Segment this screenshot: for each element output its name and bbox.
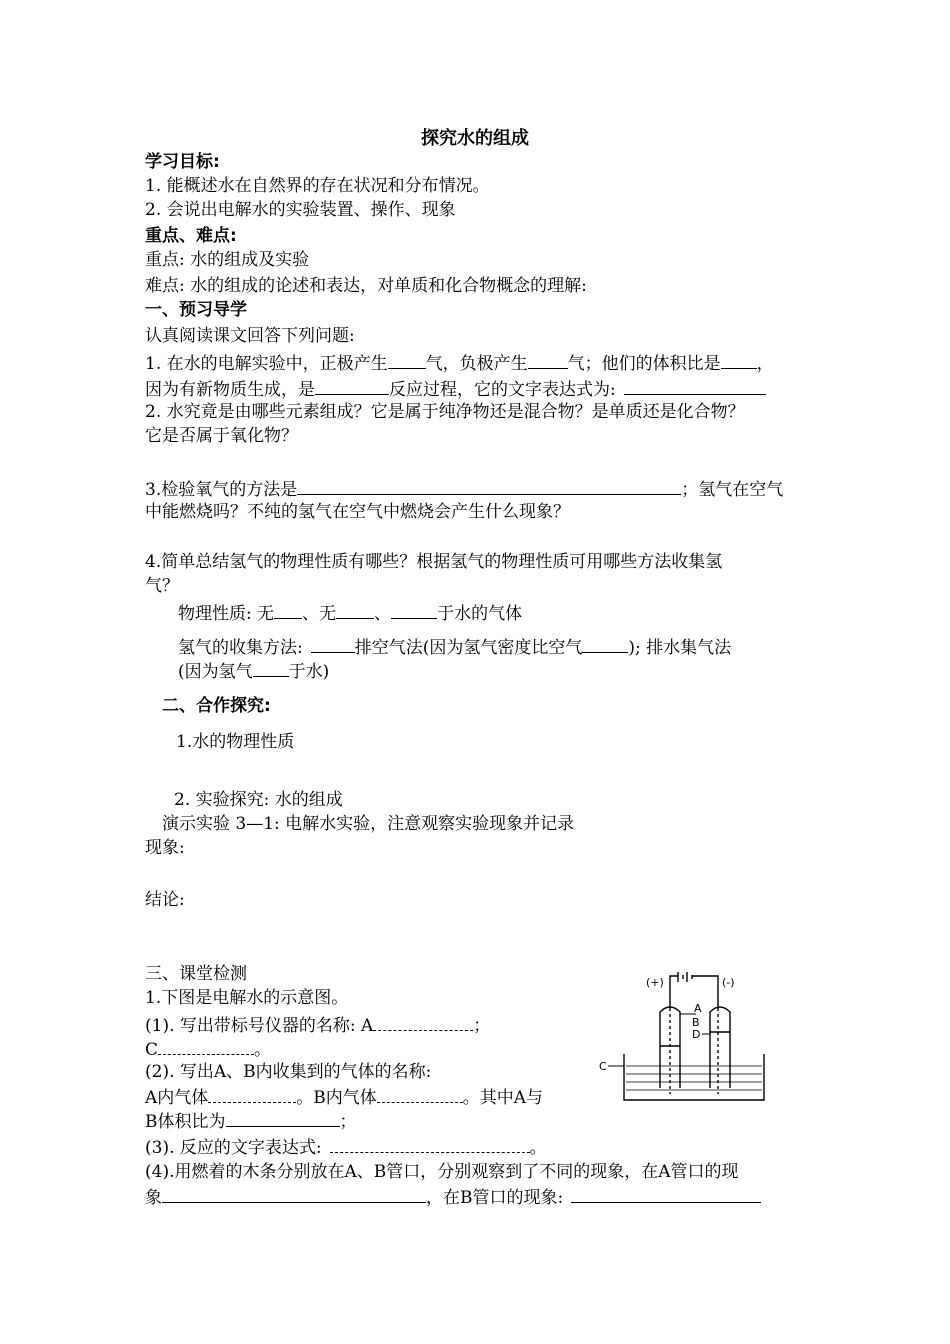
label-plus: (+) (646, 976, 664, 989)
q1-blank-reaction[interactable] (315, 376, 389, 395)
physical-properties (178, 600, 522, 626)
p2-blank-b[interactable] (377, 1084, 463, 1103)
p4-blank-b[interactable] (571, 1184, 761, 1203)
p1-text-b: ； (473, 1016, 491, 1036)
p2-blank-ratio[interactable] (226, 1108, 340, 1127)
classtest-p1 (145, 1012, 490, 1038)
q1-blank-expression[interactable] (624, 376, 766, 395)
q1-text-e: 因为有新物质生成，是 (145, 380, 315, 400)
cooperate-heading: 二、合作探究: (162, 696, 271, 716)
p4-text-b: ，在B管口的现象: (426, 1188, 564, 1208)
collect-text-a: 氢气的收集方法: (178, 638, 303, 658)
battery-icon (678, 972, 692, 982)
question-4-line-1: 4.简单总结氢气的物理性质有哪些？根据氢气的物理性质可用哪些方法收集氢 (145, 552, 723, 572)
p2-blank-a[interactable] (208, 1084, 296, 1103)
collect-blank-1[interactable] (311, 634, 355, 653)
hydrogen-collection-line-2 (178, 658, 329, 684)
key-point: 重点: 水的组成及实验 (145, 250, 310, 270)
q3-text-b: ；氢气在空气 (681, 480, 784, 500)
phys-blank-3[interactable] (391, 600, 437, 619)
electrolysis-diagram (598, 970, 788, 1110)
difficult-point: 难点: 水的组成的论述和表达，对单质和化合物概念的理解: (145, 276, 587, 296)
page-title: 探究水的组成 (421, 128, 529, 149)
q1-text-d: ， (756, 354, 774, 374)
cooperate-item-2: 2. 实验探究: 水的组成 (174, 790, 343, 810)
classtest-p2-line-3 (145, 1108, 357, 1134)
classtest-p2-line-2 (145, 1084, 543, 1110)
classtest-p4-line-2 (145, 1184, 761, 1210)
q1-text-b: 气，负极产生 (425, 354, 528, 374)
question-3-line-2: 中能燃烧吗？不纯的氢气在空气中燃烧会产生什么现象？ (145, 502, 570, 522)
question-1-line-2 (145, 376, 766, 402)
collect-text-c: ); 排水集气法 (628, 638, 732, 658)
label-d: D (692, 1028, 701, 1041)
q3-blank-oxygen-test[interactable] (297, 476, 681, 495)
hydrogen-collection (178, 634, 731, 660)
p4-blank-a[interactable] (162, 1184, 426, 1203)
question-1-line-1 (145, 350, 774, 376)
p3-blank-expression[interactable] (330, 1134, 530, 1153)
phys-text-c: 、 (374, 604, 392, 624)
question-4-line-2: 气？ (145, 576, 179, 596)
objective-item-2: 2. 会说出电解水的实验装置、操作、现象 (145, 200, 456, 220)
objective-item-1: 1. 能概述水在自然界的存在状况和分布情况。 (145, 176, 490, 196)
p2-text-d: B体积比为 (145, 1112, 226, 1132)
collect-blank-2[interactable] (582, 634, 628, 653)
cooperate-item-1: 1.水的物理性质 (176, 732, 295, 752)
collect-blank-3[interactable] (253, 658, 289, 677)
label-a: A (694, 1002, 702, 1015)
question-3-line-1 (145, 476, 783, 502)
positive-wire (670, 976, 678, 1008)
collect-text-d: (因为氢气 (178, 662, 253, 682)
q1-blank-negative[interactable] (528, 350, 568, 369)
question-2-line-2: 它是否属于氧化物？ (145, 426, 298, 446)
classtest-heading: 三、课堂检测 (145, 964, 247, 984)
classtest-p4-line-1: (4).用燃着的木条分别放在A、B管口，分别观察到了不同的现象，在A管口的现 (145, 1162, 739, 1182)
classtest-p1-line-2 (145, 1036, 271, 1062)
phys-blank-1[interactable] (274, 600, 302, 619)
label-c: C (599, 1060, 607, 1073)
water-lines (626, 1066, 762, 1090)
label-minus: (-) (722, 976, 735, 989)
q1-text-f: 反应过程，它的文字表达式为: (389, 380, 616, 400)
preview-heading: 一、预习导学 (145, 300, 247, 320)
demo-experiment: 演示实验 3—1: 电解水实验，注意观察实验现象并记录 (162, 814, 575, 834)
q1-blank-positive[interactable] (388, 350, 426, 369)
p2-text-e: ； (339, 1112, 357, 1132)
water-tank (624, 1054, 764, 1100)
p1-text-a: (1). 写出带标号仪器的名称: A (145, 1016, 374, 1036)
p1-text-d: 。 (254, 1040, 272, 1060)
p4-text-a: 象 (145, 1188, 162, 1208)
collect-text-e: 于水) (288, 662, 330, 682)
p1-blank-a[interactable] (373, 1012, 473, 1031)
conclusion-label: 结论: (145, 890, 185, 910)
p2-text-a: A内气体 (145, 1088, 209, 1108)
phys-blank-2[interactable] (336, 600, 374, 619)
classtest-q1: 1.下图是电解水的示意图。 (145, 988, 349, 1008)
p2-text-b: 。B内气体 (296, 1088, 377, 1108)
p1-text-c: C (145, 1040, 159, 1060)
p2-text-c: 。其中A与 (462, 1088, 544, 1108)
question-2-line-1: 2. 水究竟是由哪些元素组成？它是属于纯净物还是混合物？是单质还是化合物？ (145, 402, 745, 422)
classtest-p3 (145, 1134, 547, 1160)
key-points-heading: 重点、难点: (145, 226, 237, 246)
q1-text-a: 1. 在水的电解实验中，正极产生 (145, 354, 388, 374)
objectives-heading: 学习目标: (145, 152, 220, 172)
collect-text-b: 排空气法(因为氢气密度比空气 (354, 638, 583, 658)
tube-b (710, 1007, 730, 1088)
label-b: B (692, 1016, 700, 1029)
phys-text-a: 物理性质: 无 (178, 604, 275, 624)
phenomenon-label: 现象: (145, 838, 185, 858)
preview-intro: 认真阅读课文回答下列问题: (145, 326, 355, 346)
q1-blank-ratio[interactable] (721, 350, 757, 369)
q1-text-c: 气；他们的体积比是 (567, 354, 721, 374)
p3-text-b: 。 (529, 1138, 547, 1158)
phys-text-d: 于水的气体 (437, 604, 523, 624)
phys-text-b: 、无 (302, 604, 337, 624)
p1-blank-c[interactable] (158, 1036, 254, 1055)
q3-text-a: 3.检验氧气的方法是 (145, 480, 298, 500)
classtest-p2: (2). 写出A、B内收集到的气体的名称: (145, 1062, 432, 1082)
p3-text-a: (3). 反应的文字表达式: (145, 1138, 322, 1158)
